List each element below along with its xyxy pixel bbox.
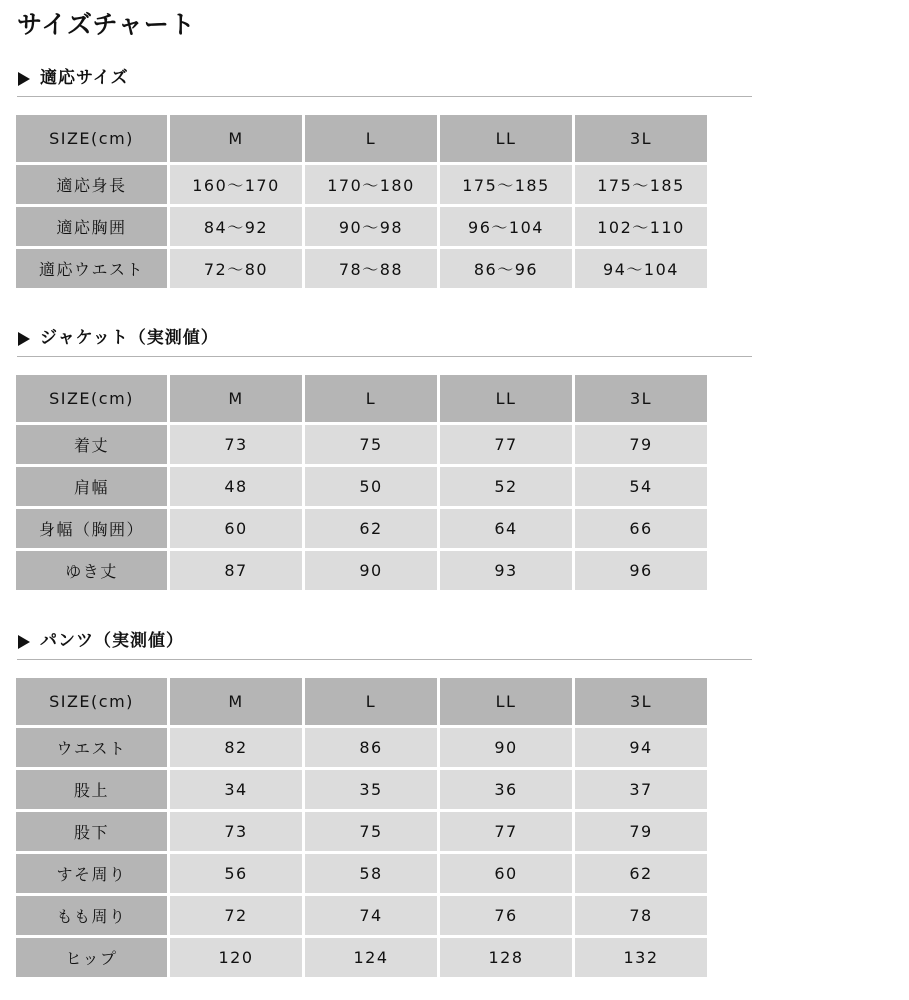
column-header-size: L <box>305 375 437 422</box>
row-label: 股上 <box>16 770 167 809</box>
column-header-size-unit: SIZE(cm) <box>16 115 167 162</box>
row-label: 着丈 <box>16 425 167 464</box>
table-cell: 82 <box>170 728 302 767</box>
row-label: ヒップ <box>16 938 167 977</box>
table-cell: 93 <box>440 551 572 590</box>
table-cell: 52 <box>440 467 572 506</box>
column-header-size: 3L <box>575 115 707 162</box>
section-heading-text: パンツ（実測値） <box>40 631 184 651</box>
table-header-row <box>16 375 707 422</box>
column-header-size: L <box>305 678 437 725</box>
table-cell: 60 <box>170 509 302 548</box>
table-cell: 35 <box>305 770 437 809</box>
triangle-right-icon <box>18 332 30 346</box>
table-row <box>16 854 707 893</box>
size-table-fit-size <box>13 112 710 291</box>
size-table-pants <box>13 675 710 980</box>
table-cell: 124 <box>305 938 437 977</box>
table-cell: 90 <box>305 551 437 590</box>
column-header-size: 3L <box>575 678 707 725</box>
row-label: もも周り <box>16 896 167 935</box>
table-cell: 50 <box>305 467 437 506</box>
column-header-size: M <box>170 678 302 725</box>
table-row <box>16 938 707 977</box>
table-cell: 78 <box>575 896 707 935</box>
row-label: 肩幅 <box>16 467 167 506</box>
table-row <box>16 770 707 809</box>
table-cell: 96〜104 <box>440 207 572 246</box>
table-row <box>16 812 707 851</box>
table-row <box>16 467 707 506</box>
table-cell: 60 <box>440 854 572 893</box>
table-cell: 64 <box>440 509 572 548</box>
table-cell: 102〜110 <box>575 207 707 246</box>
table-cell: 128 <box>440 938 572 977</box>
table-row <box>16 509 707 548</box>
table-cell: 175〜185 <box>575 165 707 204</box>
table-header-row <box>16 678 707 725</box>
table-cell: 86〜96 <box>440 249 572 288</box>
table-cell: 73 <box>170 425 302 464</box>
table-cell: 37 <box>575 770 707 809</box>
table-cell: 132 <box>575 938 707 977</box>
triangle-right-icon <box>18 635 30 649</box>
row-label: すそ周り <box>16 854 167 893</box>
table-cell: 66 <box>575 509 707 548</box>
table-cell: 62 <box>575 854 707 893</box>
row-label: ウエスト <box>16 728 167 767</box>
row-label: 適応ウエスト <box>16 249 167 288</box>
table-cell: 86 <box>305 728 437 767</box>
table-cell: 77 <box>440 812 572 851</box>
table-cell: 77 <box>440 425 572 464</box>
table-cell: 72 <box>170 896 302 935</box>
table-cell: 72〜80 <box>170 249 302 288</box>
table-cell: 175〜185 <box>440 165 572 204</box>
table-row <box>16 207 707 246</box>
table-cell: 76 <box>440 896 572 935</box>
table-cell: 160〜170 <box>170 165 302 204</box>
column-header-size: LL <box>440 375 572 422</box>
table-row <box>16 896 707 935</box>
page-title: サイズチャート <box>17 10 196 39</box>
table-cell: 75 <box>305 812 437 851</box>
table-cell: 34 <box>170 770 302 809</box>
row-label: 適応身長 <box>16 165 167 204</box>
column-header-size: M <box>170 115 302 162</box>
row-label: ゆき丈 <box>16 551 167 590</box>
table-cell: 62 <box>305 509 437 548</box>
column-header-size: M <box>170 375 302 422</box>
section-heading-jacket <box>17 326 752 357</box>
table-cell: 96 <box>575 551 707 590</box>
table-row <box>16 425 707 464</box>
table-cell: 78〜88 <box>305 249 437 288</box>
table-header-row <box>16 115 707 162</box>
table-cell: 84〜92 <box>170 207 302 246</box>
row-label: 股下 <box>16 812 167 851</box>
table-row <box>16 249 707 288</box>
section-heading-fit-size <box>17 66 752 97</box>
table-cell: 120 <box>170 938 302 977</box>
table-cell: 74 <box>305 896 437 935</box>
table-cell: 87 <box>170 551 302 590</box>
table-cell: 73 <box>170 812 302 851</box>
table-cell: 79 <box>575 425 707 464</box>
row-label: 身幅（胸囲） <box>16 509 167 548</box>
table-cell: 90〜98 <box>305 207 437 246</box>
table-cell: 48 <box>170 467 302 506</box>
section-heading-pants <box>17 629 752 660</box>
size-table-jacket <box>13 372 710 593</box>
table-cell: 36 <box>440 770 572 809</box>
table-cell: 170〜180 <box>305 165 437 204</box>
column-header-size: L <box>305 115 437 162</box>
table-cell: 58 <box>305 854 437 893</box>
table-cell: 90 <box>440 728 572 767</box>
table-cell: 56 <box>170 854 302 893</box>
column-header-size-unit: SIZE(cm) <box>16 375 167 422</box>
table-cell: 54 <box>575 467 707 506</box>
column-header-size: LL <box>440 678 572 725</box>
section-heading-text: 適応サイズ <box>40 68 129 88</box>
table-cell: 79 <box>575 812 707 851</box>
table-cell: 75 <box>305 425 437 464</box>
table-row <box>16 551 707 590</box>
row-label: 適応胸囲 <box>16 207 167 246</box>
column-header-size: 3L <box>575 375 707 422</box>
table-cell: 94〜104 <box>575 249 707 288</box>
table-cell: 94 <box>575 728 707 767</box>
table-row <box>16 728 707 767</box>
table-row <box>16 165 707 204</box>
triangle-right-icon <box>18 72 30 86</box>
column-header-size-unit: SIZE(cm) <box>16 678 167 725</box>
column-header-size: LL <box>440 115 572 162</box>
section-heading-text: ジャケット（実測値） <box>40 328 219 348</box>
